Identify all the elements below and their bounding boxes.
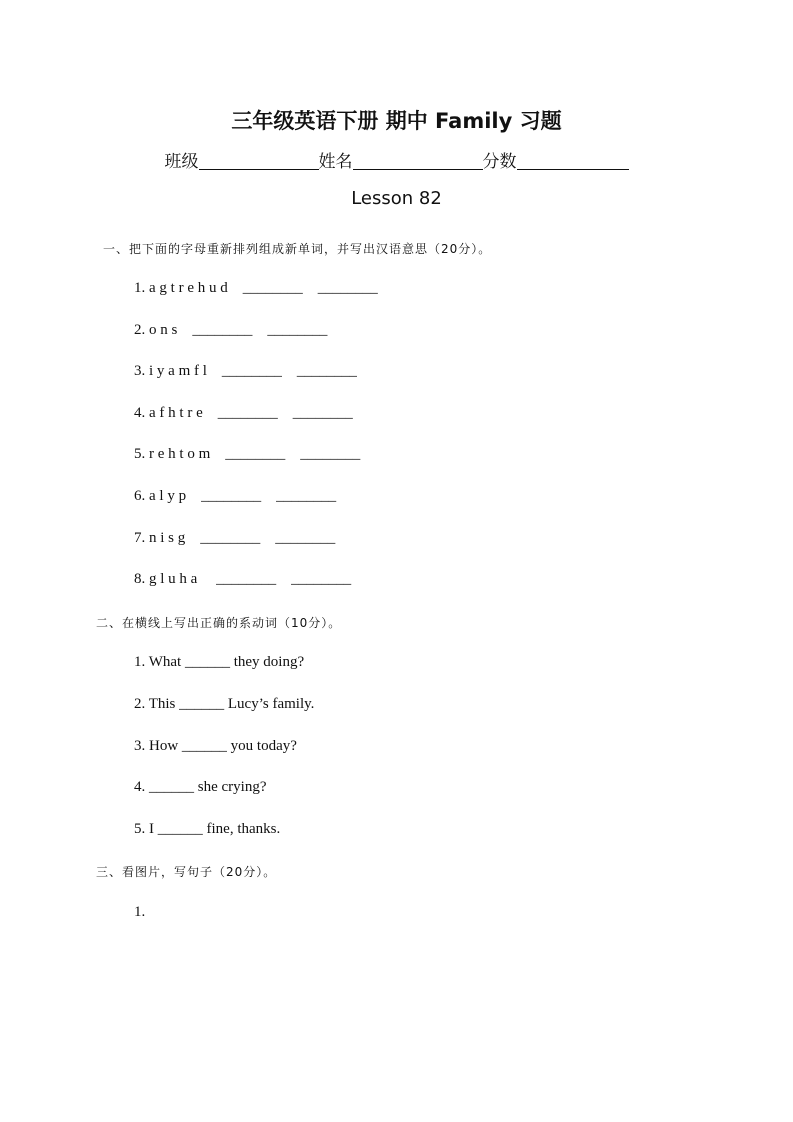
section-1-heading: 一、把下面的字母重新排列组成新单词，并写出汉语意思（20分）。: [103, 242, 492, 256]
verb-item-4: 4. ______ she crying?: [134, 779, 267, 795]
class-label: 班级: [164, 152, 199, 172]
section-3-heading: 三、看图片，写句子（20分）。: [96, 865, 277, 879]
score-blank[interactable]: [517, 151, 629, 170]
verb-item-1: 1. What ______ they doing?: [134, 654, 305, 670]
unscramble-item-3: 3. i y a m f l ________ ________: [134, 363, 357, 379]
unscramble-item-4: 4. a f h t r e ________ ________: [134, 405, 353, 421]
lesson-heading: Lesson 82: [351, 188, 442, 209]
class-blank[interactable]: [199, 151, 319, 170]
unscramble-item-7: 7. n i s g ________ ________: [134, 530, 336, 546]
section-2-heading: 二、在横线上写出正确的系动词（10分）。: [96, 616, 342, 630]
unscramble-item-1: 1. a g t r e h u d ________ ________: [134, 280, 378, 296]
unscramble-item-8: 8. g l u h a ________ ________: [134, 571, 352, 587]
picture-item-1: 1.: [134, 904, 146, 920]
unscramble-item-6: 6. a l y p ________ ________: [134, 488, 337, 504]
name-label: 姓名: [318, 152, 353, 172]
score-label: 分数: [482, 152, 517, 172]
unscramble-item-2: 2. o n s ________ ________: [134, 322, 328, 338]
name-blank[interactable]: [353, 151, 483, 170]
verb-item-3: 3. How ______ you today?: [134, 738, 297, 754]
verb-item-2: 2. This ______ Lucy’s family.: [134, 696, 315, 712]
unscramble-item-5: 5. r e h t o m ________ ________: [134, 446, 361, 462]
verb-item-5: 5. I ______ fine, thanks.: [134, 821, 281, 837]
student-info-line: [0, 147, 793, 172]
document-title: 三年级英语下册 期中 Family 习题: [231, 109, 562, 133]
